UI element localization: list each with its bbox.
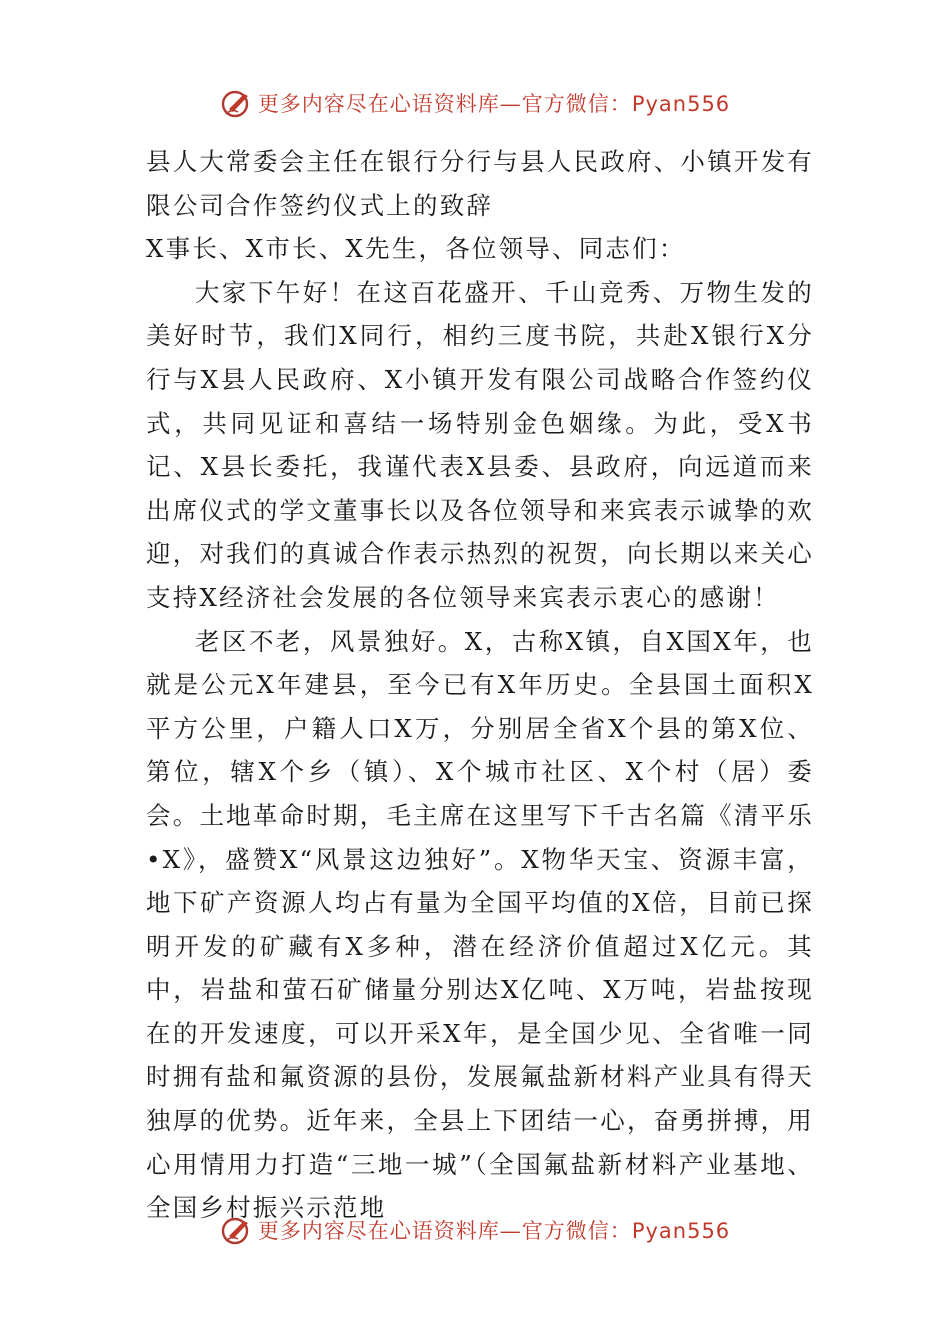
- salutation: X事长、X市长、X先生，各位领导、同志们：: [146, 234, 686, 264]
- banner-caption: 更多内容尽在心语资料库—官方微信：: [257, 92, 632, 116]
- banner-handle: Pyan556: [631, 1219, 731, 1243]
- header-watermark-banner: [0, 83, 950, 123]
- document-body: [146, 140, 814, 1230]
- banner-caption: 更多内容尽在心语资料库—官方微信：: [257, 1219, 632, 1243]
- paragraph-1: 大家下午好！在这百花盛开、千山竞秀、万物生发的美好时节，我们X同行，相约三度书院，共赴X银行X分行与X县人民政府、X小镇开发有限公司战略合作签约仪式，共同见证和喜结一场特别金色姻缘。为此，受X书记、X县长委托，我谨代表X县委、县政府，向远道而来出席仪式的学文董事长以及各位领导和来宾表示诚挚的欢迎，对我们的真诚合作表示热烈的祝贺，向长期以来关心支持X经济社会发展的各位领导来宾表示衷心的感谢！: [146, 277, 814, 612]
- pen-logo-icon: [220, 86, 254, 120]
- footer-watermark-banner: [0, 1210, 950, 1250]
- document-title: 县人大常委会主任在银行分行与县人民政府、小镇开发有限公司合作签约仪式上的致辞: [146, 147, 814, 220]
- banner-text: [258, 88, 730, 118]
- paragraph-2: 老区不老，风景独好。X，古称X镇，自X国X年，也就是公元X年建县，至今已有X年历史。全县国土面积X平方公里，户籍人口X万，分别居全省X个县的第X位、第位，辖X个乡（镇）、X个城市社区、X个村（居）委会。土地革命时期，毛主席在这里写下千古名篇《清平乐•X》，盛赞X“风景这边独好”。X物华天宝、资源丰富，地下矿产资源人均占有量为全国平均值的X倍，目前已探明开发的矿藏有X多种，潜在经济价值超过X亿元。其中，岩盐和萤石矿储量分别达X亿吨、X万吨，岩盐按现在的开发速度，可以开采X年，是全国少见、全省唯一同时拥有盐和氟资源的县份，发展氟盐新材料产业具有得天独厚的优势。近年来，全县上下团结一心，奋勇拼搏，用心用情用力打造“三地一城”（全国氟盐新材料产业基地、全国乡村振兴示范地: [146, 626, 814, 1223]
- banner-text: [258, 1215, 730, 1245]
- banner-handle: Pyan556: [631, 92, 731, 116]
- pen-logo-icon: [220, 1213, 254, 1247]
